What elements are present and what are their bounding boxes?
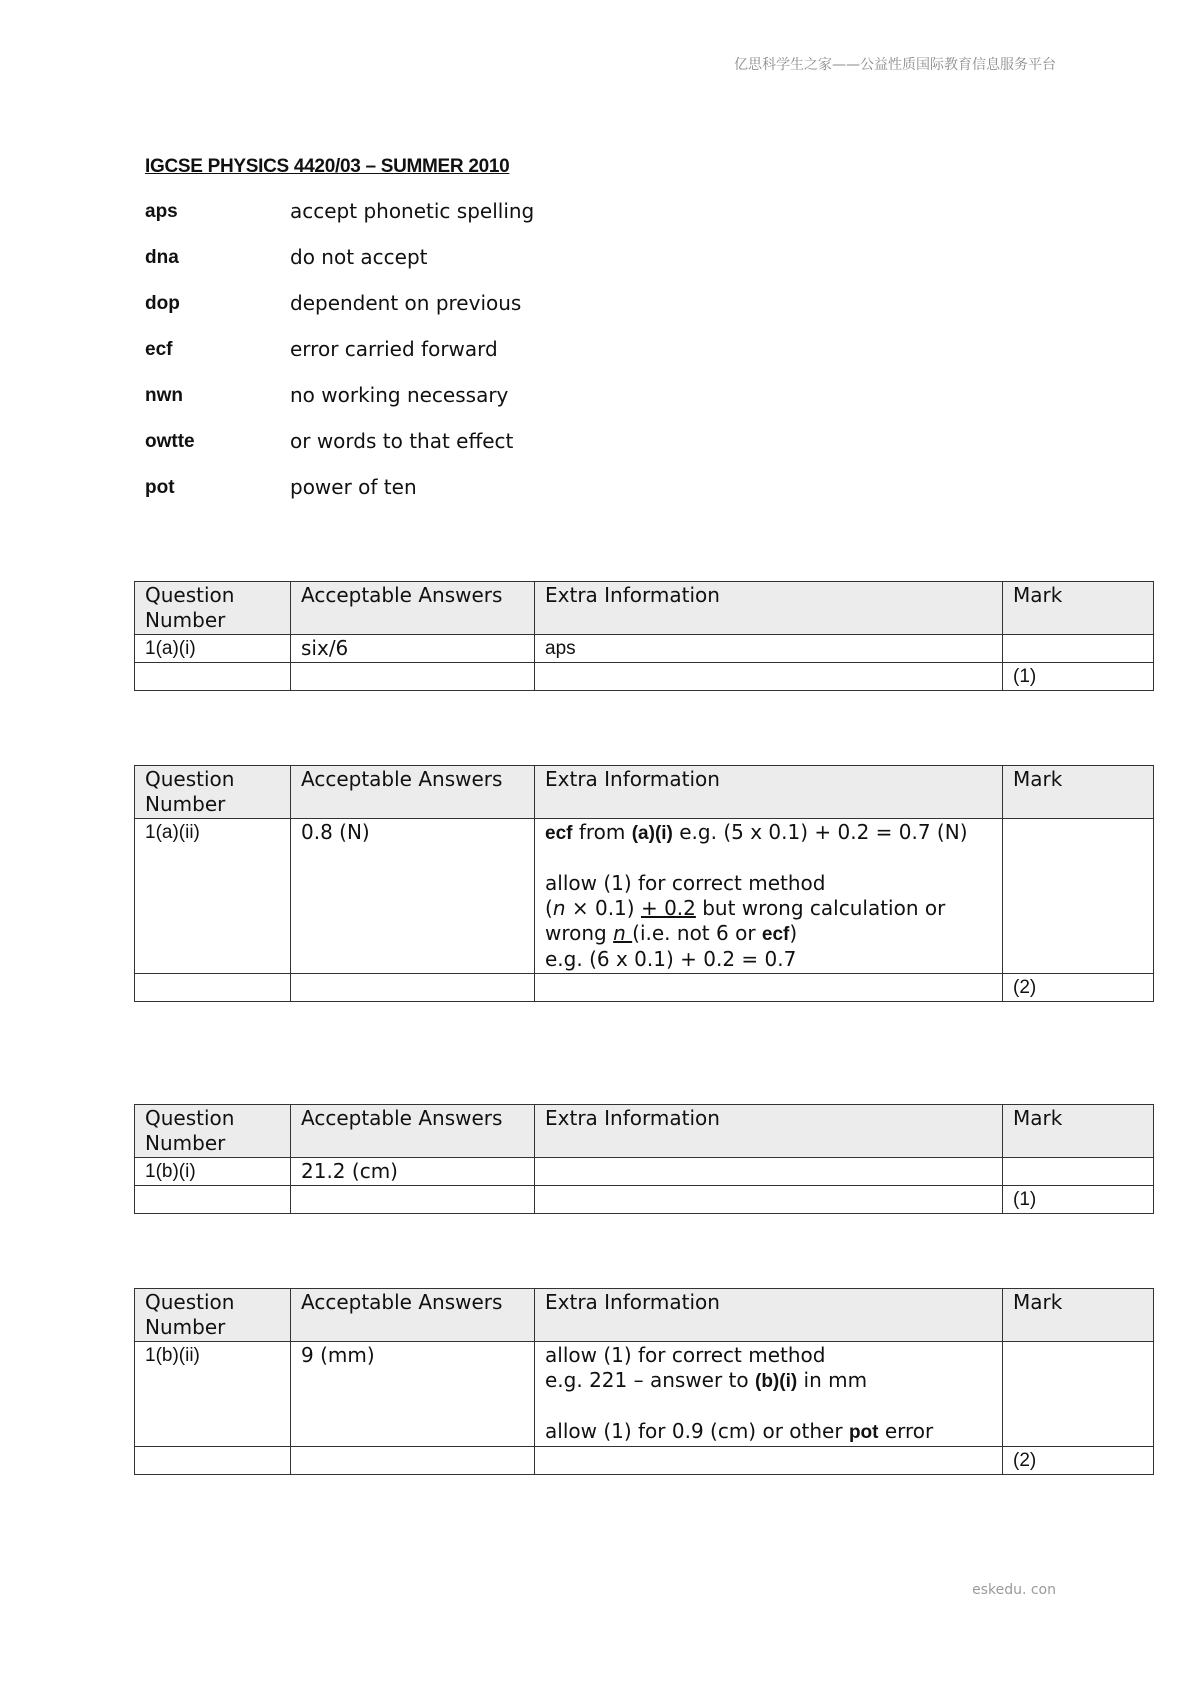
header-acceptable-answers: Acceptable Answers: [291, 1105, 535, 1158]
empty-cell: [135, 1447, 291, 1475]
header-mark: Mark: [1003, 582, 1154, 635]
header-question-number: Question Number: [135, 582, 291, 635]
table-header-row: [135, 766, 1154, 819]
header-mark: Mark: [1003, 1105, 1154, 1158]
abbreviation-meaning: do not accept: [290, 245, 428, 269]
mark-total: (2): [1003, 1447, 1154, 1475]
italic-n: n: [613, 921, 633, 945]
header-extra-information: Extra Information: [535, 1105, 1003, 1158]
mark-cell: [1003, 1158, 1154, 1186]
extra-information: aps: [535, 635, 1003, 663]
abbreviation-meaning: error carried forward: [290, 337, 498, 361]
text-fragment: e.g. 221 – answer to: [545, 1368, 755, 1392]
mark-cell: [1003, 635, 1154, 663]
abbreviation-term: aps: [145, 201, 178, 222]
abbreviation-term: dop: [145, 293, 180, 314]
abbreviation-meaning: power of ten: [290, 475, 417, 499]
empty-cell: [291, 663, 535, 691]
abbreviation-list: [145, 199, 745, 521]
empty-cell: [535, 1186, 1003, 1214]
empty-cell: [135, 663, 291, 691]
ecf-abbr: ecf: [761, 924, 790, 945]
table-header-row: [135, 1289, 1154, 1342]
text-fragment: ): [789, 921, 798, 945]
example-line: [545, 1368, 992, 1394]
empty-cell: [535, 974, 1003, 1002]
header-extra-information: Extra Information: [535, 1289, 1003, 1342]
allow-line: allow (1) for correct method: [545, 871, 826, 895]
abbreviation-term: pot: [145, 477, 175, 498]
allow-line: allow (1) for correct method: [545, 1343, 826, 1367]
table-row: [135, 1342, 1154, 1447]
spacer: [545, 1394, 992, 1419]
empty-cell: [535, 663, 1003, 691]
mark-total-row: [135, 974, 1154, 1002]
header-extra-information: Extra Information: [535, 766, 1003, 819]
table-row: [135, 635, 1154, 663]
header-question-number: Question Number: [135, 1105, 291, 1158]
abbreviation-row: [145, 291, 745, 337]
page-title: IGCSE PHYSICS 4420/03 – SUMMER 2010: [145, 156, 510, 177]
extra-information: [535, 819, 1003, 974]
empty-cell: [291, 974, 535, 1002]
mark-total-row: [135, 1447, 1154, 1475]
mark-cell: [1003, 819, 1154, 974]
text-fragment: (: [545, 896, 553, 920]
text-fragment: in mm: [797, 1368, 868, 1392]
italic-n: n: [552, 896, 566, 920]
header-acceptable-answers: Acceptable Answers: [291, 1289, 535, 1342]
example-text: e.g. (5 x 0.1) + 0.2 = 0.7 (N): [672, 820, 968, 844]
abbreviation-meaning: or words to that effect: [290, 429, 514, 453]
abbreviation-row: [145, 245, 745, 291]
header-mark: Mark: [1003, 766, 1154, 819]
table-header-row: [135, 1105, 1154, 1158]
text-fragment: allow (1) for 0.9 (cm) or other: [545, 1419, 849, 1443]
text-fragment: × 0.1): [565, 896, 641, 920]
acceptable-answer: 21.2 (cm): [291, 1158, 535, 1186]
method-line: [545, 896, 992, 947]
watermark-text: 亿思科学生之家——公益性质国际教育信息服务平台: [734, 57, 1056, 73]
spacer: [545, 846, 992, 871]
question-number: 1(a)(ii): [135, 819, 291, 974]
header-question-number: Question Number: [135, 766, 291, 819]
question-number: 1(b)(i): [135, 1158, 291, 1186]
empty-cell: [291, 1447, 535, 1475]
abbreviation-row: [145, 475, 745, 521]
text-fragment: but wrong calculation or wrong: [545, 896, 946, 945]
mark-scheme-table-1bii: [134, 1288, 1154, 1475]
header-question-number: Question Number: [135, 1289, 291, 1342]
header-mark: Mark: [1003, 1289, 1154, 1342]
header-acceptable-answers: Acceptable Answers: [291, 766, 535, 819]
abbreviation-term: ecf: [145, 339, 173, 360]
mark-scheme-table-1aii: [134, 765, 1154, 1002]
empty-cell: [135, 974, 291, 1002]
question-number: 1(a)(i): [135, 635, 291, 663]
footer-text: eskedu. con: [972, 1582, 1056, 1598]
acceptable-answer: six/6: [291, 635, 535, 663]
header-acceptable-answers: Acceptable Answers: [291, 582, 535, 635]
abbreviation-meaning: dependent on previous: [290, 291, 522, 315]
acceptable-answer: 0.8 (N): [291, 819, 535, 974]
example-line: e.g. (6 x 0.1) + 0.2 = 0.7: [545, 947, 797, 971]
abbreviation-row: [145, 199, 745, 245]
mark-total: (1): [1003, 663, 1154, 691]
ecf-abbr: ecf: [545, 823, 573, 844]
empty-cell: [135, 1186, 291, 1214]
header-extra-information: Extra Information: [535, 582, 1003, 635]
mark-scheme-table-1ai: [134, 581, 1154, 691]
extra-information: [535, 1342, 1003, 1447]
table-header-row: [135, 582, 1154, 635]
mark-total-row: [135, 663, 1154, 691]
abbreviation-row: [145, 429, 745, 475]
table-row: [135, 1158, 1154, 1186]
table-row: [135, 819, 1154, 974]
abbreviation-meaning: accept phonetic spelling: [290, 199, 535, 223]
mark-scheme-table-1bi: [134, 1104, 1154, 1214]
abbreviation-row: [145, 383, 745, 429]
extra-information: [535, 1158, 1003, 1186]
empty-cell: [291, 1186, 535, 1214]
abbreviation-term: dna: [145, 247, 179, 268]
mark-total: (2): [1003, 974, 1154, 1002]
mark-total-row: [135, 1186, 1154, 1214]
text-fragment: (i.e. not 6 or: [632, 921, 762, 945]
allow-line: [545, 1419, 992, 1445]
abbreviation-meaning: no working necessary: [290, 383, 509, 407]
text-fragment: error: [878, 1419, 934, 1443]
abbreviation-term: nwn: [145, 385, 183, 406]
mark-cell: [1003, 1342, 1154, 1447]
from-text: from: [572, 820, 632, 844]
abbreviation-term: owtte: [145, 431, 195, 452]
empty-cell: [535, 1447, 1003, 1475]
abbreviation-row: [145, 337, 745, 383]
acceptable-answer: 9 (mm): [291, 1342, 535, 1447]
ecf-line: [545, 820, 992, 846]
part-ref: (b)(i): [755, 1371, 798, 1392]
part-ref: (a)(i): [631, 823, 673, 844]
mark-total: (1): [1003, 1186, 1154, 1214]
pot-abbr: pot: [848, 1422, 879, 1443]
question-number: 1(b)(ii): [135, 1342, 291, 1447]
underlined-term: + 0.2: [640, 896, 696, 920]
